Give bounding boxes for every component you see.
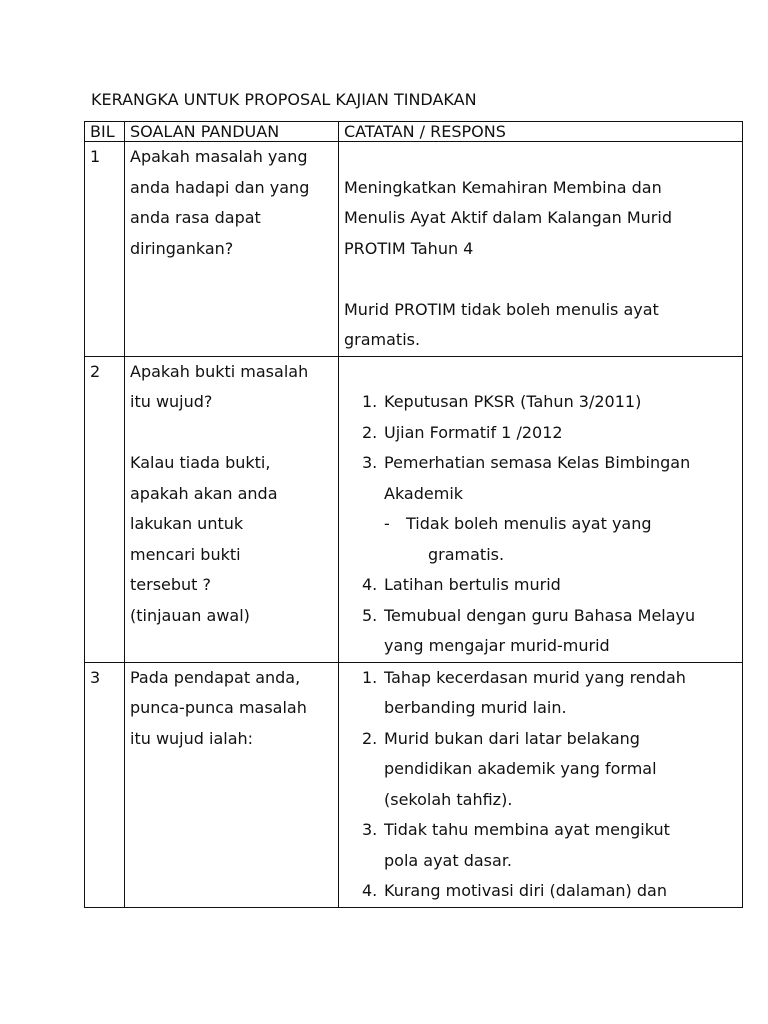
spacer bbox=[344, 264, 737, 295]
response-line: PROTIM Tahun 4 bbox=[344, 238, 474, 258]
question-cell bbox=[125, 142, 339, 357]
list-item: 4. Latihan bertulis murid bbox=[362, 575, 561, 594]
question-line: diringankan? bbox=[130, 238, 234, 258]
question-line: Apakah masalah yang bbox=[130, 147, 308, 166]
list-item: 2. Ujian Formatif 1 /2012 bbox=[362, 422, 563, 442]
list-item: 1. Keputusan PKSR (Tahun 3/2011) bbox=[362, 392, 642, 411]
list-item: 3. Pemerhatian semasa Kelas Bimbingan Akademik - Tidak boleh menulis ayat yang gramatis. bbox=[384, 448, 737, 570]
question-line: (tinjauan awal) bbox=[130, 605, 250, 625]
list-item: 3. Tidak tahu membina ayat mengikut pola ayat dasar. bbox=[362, 820, 670, 870]
spacer bbox=[130, 418, 333, 449]
response-line: Menulis Ayat Aktif dalam Kalangan Murid bbox=[344, 208, 672, 227]
table-row bbox=[85, 356, 743, 662]
question-line: tersebut ? bbox=[130, 575, 212, 594]
response-line: Meningkatkan Kemahiran Membina dan bbox=[344, 177, 662, 197]
header-bil: BIL bbox=[85, 122, 125, 142]
question-line: Pada pendapat anda, bbox=[130, 667, 301, 687]
list-item: 5. Temubual dengan guru Bahasa Melayu yang mengajar murid-murid bbox=[362, 605, 696, 655]
response-line: gramatis. bbox=[344, 330, 421, 349]
row-number: 1 bbox=[85, 142, 125, 357]
row-number: 2 bbox=[85, 356, 125, 662]
row-number: 3 bbox=[85, 662, 125, 907]
table-header-row bbox=[85, 122, 743, 142]
header-catatan-respons: CATATAN / RESPONS bbox=[339, 122, 743, 142]
response-cell bbox=[339, 142, 743, 357]
response-cell bbox=[339, 662, 743, 907]
question-cell bbox=[125, 662, 339, 907]
question-line: apakah akan anda bbox=[130, 483, 278, 503]
question-line: mencari bukti bbox=[130, 544, 241, 564]
causes-list bbox=[344, 663, 737, 907]
question-line: itu wujud ialah: bbox=[130, 728, 254, 748]
question-line: anda rasa dapat bbox=[130, 208, 261, 227]
list-item: 4. Kurang motivasi diri (dalaman) dan bbox=[362, 881, 667, 900]
proposal-table bbox=[84, 121, 743, 908]
response-line: Murid PROTIM tidak boleh menulis ayat bbox=[344, 299, 659, 319]
header-soalan-panduan: SOALAN PANDUAN bbox=[125, 122, 339, 142]
question-line: Kalau tiada bukti, bbox=[130, 453, 271, 472]
table-row bbox=[85, 662, 743, 907]
sub-item: - Tidak boleh menulis ayat yang gramatis. bbox=[384, 514, 652, 564]
response-cell bbox=[339, 356, 743, 662]
evidence-list bbox=[344, 387, 737, 662]
list-item: 1. Tahap kecerdasan murid yang rendah berbanding murid lain. bbox=[362, 667, 686, 717]
question-cell bbox=[125, 356, 339, 662]
question-line: punca-punca masalah bbox=[130, 698, 307, 717]
table-row bbox=[85, 142, 743, 357]
spacer bbox=[344, 357, 737, 388]
question-line: Apakah bukti masalah bbox=[130, 361, 309, 381]
question-line: lakukan untuk bbox=[130, 514, 244, 533]
list-item: 2. Murid bukan dari latar belakang pendidikan akademik yang formal (sekolah tahfiz). bbox=[362, 728, 657, 809]
document-title: KERANGKA UNTUK PROPOSAL KAJIAN TINDAKAN bbox=[91, 90, 477, 109]
question-line: anda hadapi dan yang bbox=[130, 177, 310, 197]
question-line: itu wujud? bbox=[130, 392, 213, 411]
spacer bbox=[344, 142, 737, 173]
